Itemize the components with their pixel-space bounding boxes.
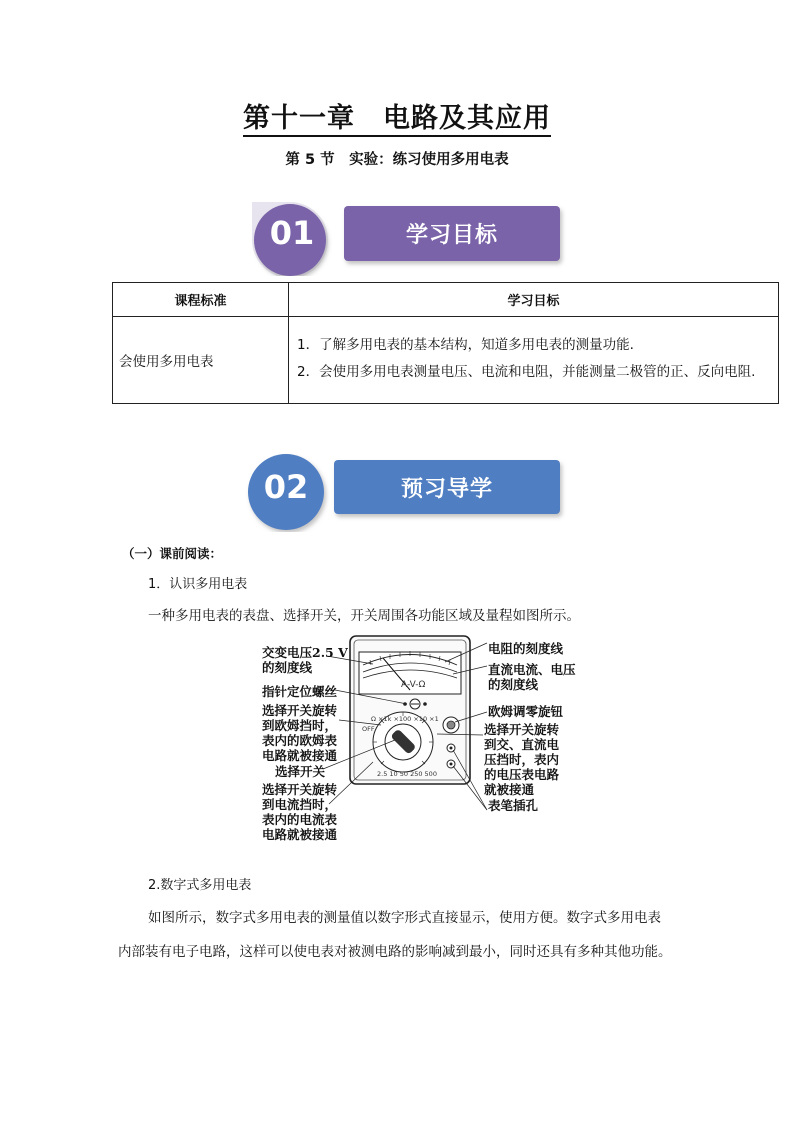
off-text: OFF (362, 725, 375, 733)
label-resistance-scale: 电阻的刻度线 (488, 641, 564, 656)
goals-table (112, 282, 779, 404)
badge-1-label: 学习目标 (405, 223, 498, 248)
item1-heading: 1．认识多用电表 (148, 577, 248, 592)
dial-text: A-V-Ω (401, 680, 426, 690)
item2-text-1: 如图所示，数字式多用电表的测量值以数字形式直接显示，使用方便。数字式多用电表 (148, 910, 661, 926)
section-badge-2 (236, 448, 576, 532)
label-selector: 选择开关 (275, 764, 326, 779)
table-row (113, 317, 779, 404)
goal-item-1: 1．了解多用电表的基本结构，知道多用电表的测量功能. (297, 337, 634, 353)
label-voltage-switch: 选择开关旋转 到交、直流电 压挡时，表内 的电压表电路 就被接通 (484, 722, 560, 797)
label-zero-knob: 欧姆调零旋钮 (488, 704, 564, 719)
badge-2-label: 预习导学 (400, 477, 493, 502)
cell-goals (289, 317, 779, 404)
label-current-switch: 选择开关旋转 到电流挡时， 表内的电流表 电路就被接通 (262, 782, 338, 842)
label-probe-jack: 表笔插孔 (488, 798, 539, 813)
page-title: 第十一章 电路及其应用 (0, 96, 794, 135)
bottom-scale: 2.5 10 50 250 500 (377, 770, 437, 778)
range-text: Ω ×1k ×100 ×10 ×1 (371, 715, 439, 723)
table-header-row (113, 283, 779, 317)
badge-2-number: 02 (263, 468, 309, 506)
header-standard: 课程标准 (113, 283, 289, 317)
section-badge-1 (244, 196, 574, 276)
item1-text: 一种多用电表的表盘、选择开关，开关周围各功能区域及量程如图所示。 (148, 608, 580, 624)
page-subtitle: 第 5 节 实验：练习使用多用电表 (285, 152, 509, 168)
label-dc-scale: 直流电流、电压 的刻度线 (488, 662, 576, 692)
reading-heading: （一）课前阅读： (122, 546, 223, 561)
label-pointer-screw: 指针定位螺丝 (262, 684, 338, 699)
label-ac-scale: 交变电压2.5 V 的刻度线 (262, 645, 348, 675)
label-ohm-switch: 选择开关旋转 到欧姆挡时， 表内的欧姆表 电路就被接通 (262, 703, 338, 763)
cell-standard: 会使用多用电表 (113, 317, 289, 404)
badge-1-number: 01 (269, 214, 315, 252)
item2-text-2: 内部装有电子电路，这样可以使电表对被测电路的影响减到最小，同时还具有多种其他功能。 (118, 944, 672, 960)
goal-item-2: 2．会使用多用电表测量电压、电流和电阻，并能测量二极管的正、反向电阻. (297, 364, 756, 380)
header-goal: 学习目标 (289, 283, 779, 317)
item2-heading: 2.数字式多用电表 (148, 878, 252, 893)
